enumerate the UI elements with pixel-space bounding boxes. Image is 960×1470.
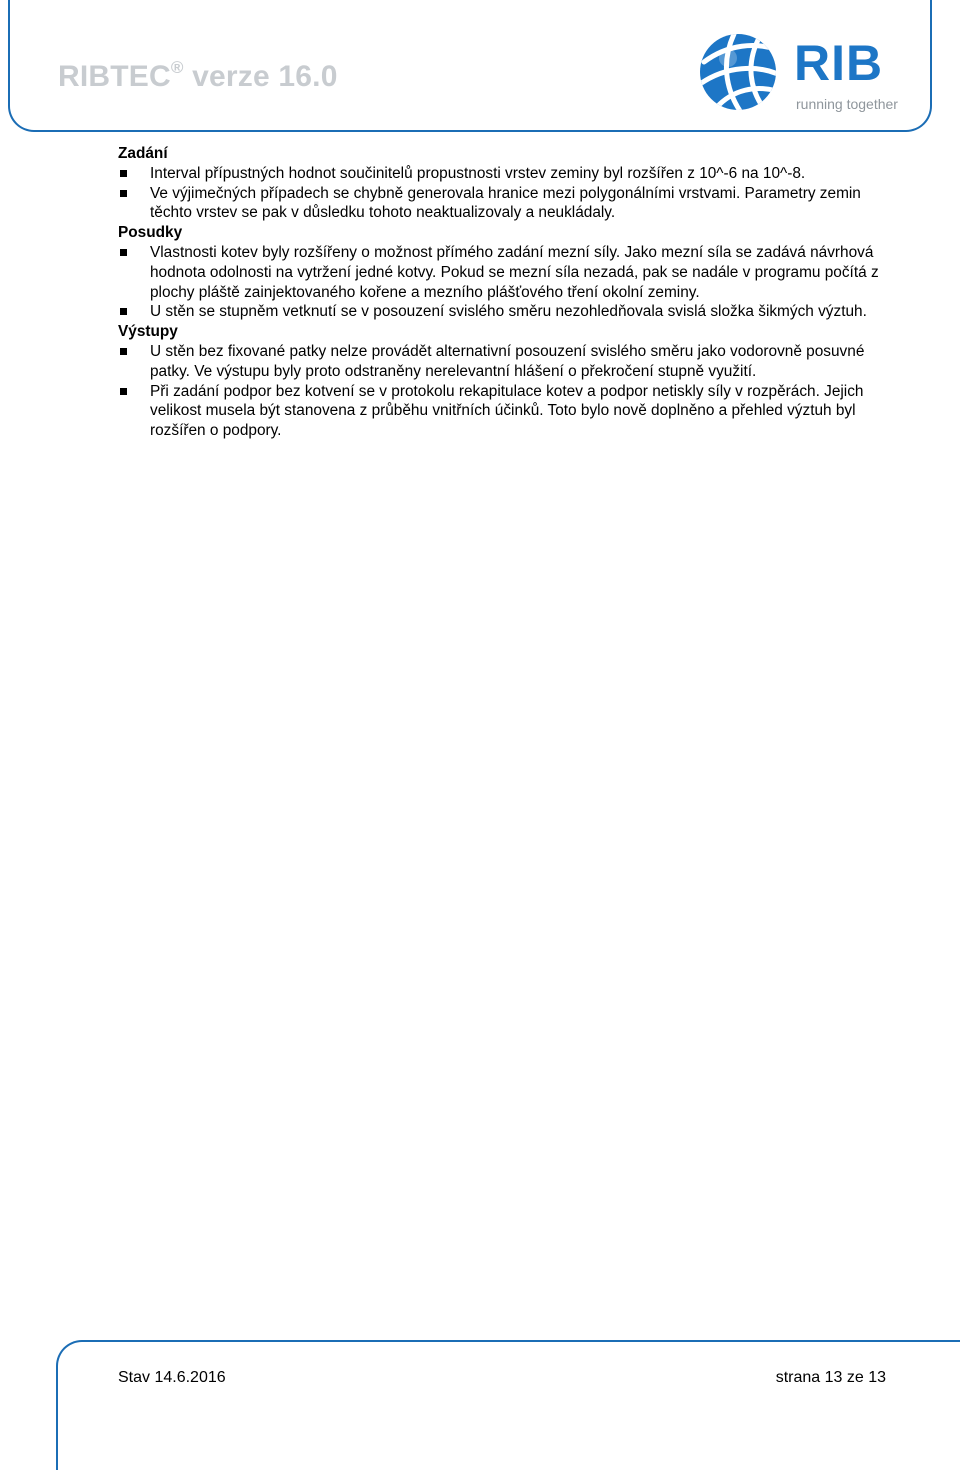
logo-wordmark: RIB [794,35,884,91]
footer-status: Stav 14.6.2016 [118,1369,226,1386]
section-zadani [118,144,893,223]
list-item: U stěn se stupněm vetknutí se v posouzení svislého směru nezohledňovala svislá složka šikmých výztuh. [118,302,893,322]
list-item: Při zadání podpor bez kotvení se v protokolu rekapitulace kotev a podpor netiskly síly v rozpěrách. Jejich velikost musela být stanovena z průběhu vnitřních účinků. Toto bylo nově doplněno a přehled výztuh byl rozšířen o podpory. [118,382,893,441]
list-item: Ve výjimečných případech se chybně generovala hranice mezi polygonálními vrstvami. Parametry zemin těchto vrstev se pak v důsledku tohoto neaktualizovaly a neukládaly. [118,184,893,224]
rib-logo [698,32,898,114]
list-item: Vlastnosti kotev byly rozšířeny o možnost přímého zadání mezní síly. Jako mezní síla se zadává návrhová hodnota odolnosti na vytržení jedné kotvy. Pokud se mezní síla nezadá, pak se nadále v programu počítá z plochy pláště zainjektovaného kořene a mezního plášťového tření okolní zeminy. [118,243,893,302]
section-heading: Výstupy [118,323,178,341]
list-item: Interval přípustných hodnot součinitelů propustnosti vrstev zeminy byl rozšířen z 10^-6 na 10^-8. [118,164,893,184]
section-heading: Zadání [118,145,168,162]
section-vystupy [118,322,893,441]
section-heading: Posudky [118,224,183,242]
bullet-list [118,243,893,322]
section-posudky [118,223,893,322]
title-version: verze 16.0 [183,60,338,93]
footer-page-number: strana 13 ze 13 [775,1369,886,1386]
registered-mark: ® [170,58,184,77]
title-text: RIBTEC [58,60,171,93]
document-title [58,60,338,94]
footer-frame [56,1340,960,1470]
rib-globe-icon [698,32,780,114]
bullet-list [118,164,893,223]
document-body [118,144,893,441]
bullet-list [118,342,893,441]
logo-tagline: running together [796,96,898,112]
list-item: U stěn bez fixované patky nelze provádět alternativní posouzení svislého směru jako vodorovně posuvné patky. Ve výstupu byly proto odstraněny nerelevantní hlášení o překročení stupně využití. [118,342,893,382]
